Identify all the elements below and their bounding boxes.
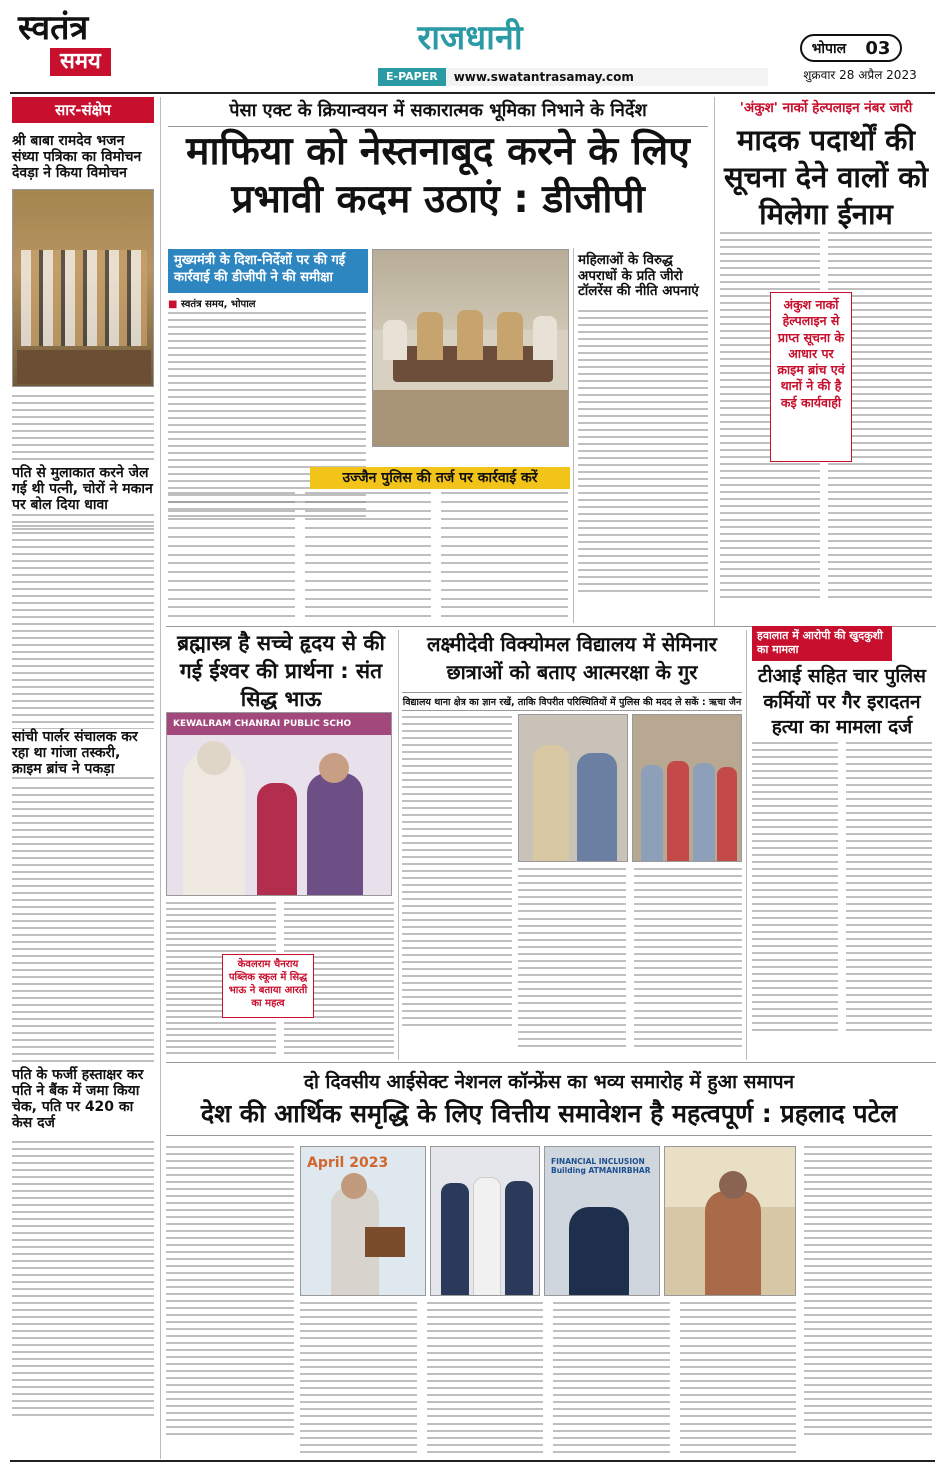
sidebar-headline-4: पति के फर्जी हस्ताक्षर कर पति ने बैंक में जमा किया चेक, पति पर 420 का केस दर्ज bbox=[12, 1067, 154, 1131]
sidebar-header: सार-संक्षेप bbox=[12, 97, 154, 123]
logo-line1: स्वतंत्र bbox=[18, 8, 89, 48]
page-number: 03 bbox=[865, 37, 891, 59]
seminar-headline: लक्ष्मीदेवी विक्योमल विद्यालय में सेमिनार छात्राओं को बताए आत्मरक्षा के गुर bbox=[427, 632, 717, 684]
section-title: राजधानी bbox=[417, 18, 523, 58]
lead-byline-text: स्वतंत्र समय, भोपाल bbox=[180, 299, 256, 310]
lead-subhead: मुख्यमंत्री के दिशा-निर्देशों पर की गई कार्रवाई की डीजीपी ने की समीक्षा bbox=[168, 249, 368, 293]
sidebar-headline-3: सांची पार्लर संचालक कर रहा था गांजा तस्करी, क्राइम ब्रांच ने पकड़ा bbox=[12, 729, 154, 777]
sidebar-headline-1: श्री बाबा रामदेव भजन संध्या पत्रिका का विमोचन देवड़ा ने किया विमोचन bbox=[12, 133, 142, 182]
epaper-strip bbox=[378, 68, 768, 86]
saint-pull-quote: केवलराम चैनराय पब्लिक स्कूल में सिद्ध भाऊ ने बताया आरती का महत्व bbox=[222, 954, 314, 1018]
conf-slide-text: FINANCIAL INCLUSION Building ATMANIRBHAR bbox=[551, 1157, 651, 1175]
seminar-photo-2 bbox=[632, 714, 742, 862]
seminar-subhead: विद्यालय थाना क्षेत्र का ज्ञान रखें, ताकि विपरीत परिस्थितियों में पुलिस की मदद ले सकें : ऋचा जैन bbox=[402, 692, 742, 711]
school-banner: KEWALRAM CHANRAI PUBLIC SCHO bbox=[167, 713, 392, 735]
reward-headline: मादक पदार्थों की सूचना देने वालों को मिलेगा ईनाम bbox=[724, 123, 928, 232]
reward-kicker: 'अंकुश' नार्को हेल्पलाइन नंबर जारी bbox=[739, 100, 913, 116]
conf-headline: देश की आर्थिक समृद्धि के लिए वित्तीय समावेशन है महत्वपूर्ण : प्रहलाद पटेल bbox=[166, 1100, 932, 1136]
reward-pull-quote: अंकुश नार्को हेल्पलाइन से प्राप्त सूचना के आधार पर क्राइम ब्रांच एवं थानों ने की है कई कार्यवाही bbox=[770, 292, 852, 462]
page-badge bbox=[800, 34, 902, 62]
custody-kicker: हवालात में आरोपी की खुदकुशी का मामला bbox=[752, 626, 892, 661]
sidebar bbox=[12, 97, 154, 1457]
lead-kicker: पेसा एक्ट के क्रियान्वयन में सकारात्मक भूमिका निभाने के निर्देश bbox=[168, 98, 708, 127]
website-link[interactable]: www.swatantrasamay.com bbox=[453, 70, 634, 84]
sidebar-headline-2: पति से मुलाकात करने जेल गई थी पत्नी, चोरों ने मकान पर बोल दिया धावा bbox=[12, 465, 153, 514]
issue-date: शुक्रवार 28 अप्रैल 2023 bbox=[803, 68, 917, 82]
logo-line2: समय bbox=[50, 48, 111, 76]
byline-mark: ■ bbox=[168, 299, 181, 310]
lead-photo-meeting bbox=[372, 249, 569, 447]
saint-photo-school bbox=[166, 712, 392, 896]
lead-side-headline: महिलाओं के विरुद्ध अपराधों के प्रति जीरो टॉलरेंस की नीति अपनाएं bbox=[578, 252, 699, 300]
conf-kicker: दो दिवसीय आईसेक्ट नेशनल कॉन्फ्रेंस का भव्य समारोह में हुआ समापन bbox=[303, 1071, 795, 1093]
custody-headline: टीआई सहित चार पुलिस कर्मियों पर गैर इरादतन हत्या का मामला दर्ज bbox=[758, 665, 926, 739]
conf-photo-3 bbox=[544, 1146, 660, 1296]
sidebar-photo-group bbox=[12, 189, 154, 387]
lead-byline bbox=[168, 296, 368, 310]
masthead-logo bbox=[18, 8, 136, 88]
city-label: भोपाल bbox=[811, 40, 847, 57]
lead-headline: माफिया को नेस्तनाबूद करने के लिए प्रभावी कदम उठाएं : डीजीपी bbox=[186, 129, 690, 222]
lead-banner: उज्जैन पुलिस की तर्ज पर कार्रवाई करें bbox=[310, 467, 570, 489]
conf-photo-2 bbox=[430, 1146, 540, 1296]
conf-photo-4 bbox=[664, 1146, 796, 1296]
seminar-photo-1 bbox=[518, 714, 628, 862]
saint-headline: ब्रह्मास्त्र है सच्चे हृदय से की गई ईश्वर की प्रार्थना : संत सिद्ध भाऊ bbox=[177, 631, 385, 711]
conf-banner-text: April 2023 bbox=[307, 1155, 389, 1171]
conf-photo-1 bbox=[300, 1146, 426, 1296]
epaper-label: E-PAPER bbox=[378, 68, 446, 86]
